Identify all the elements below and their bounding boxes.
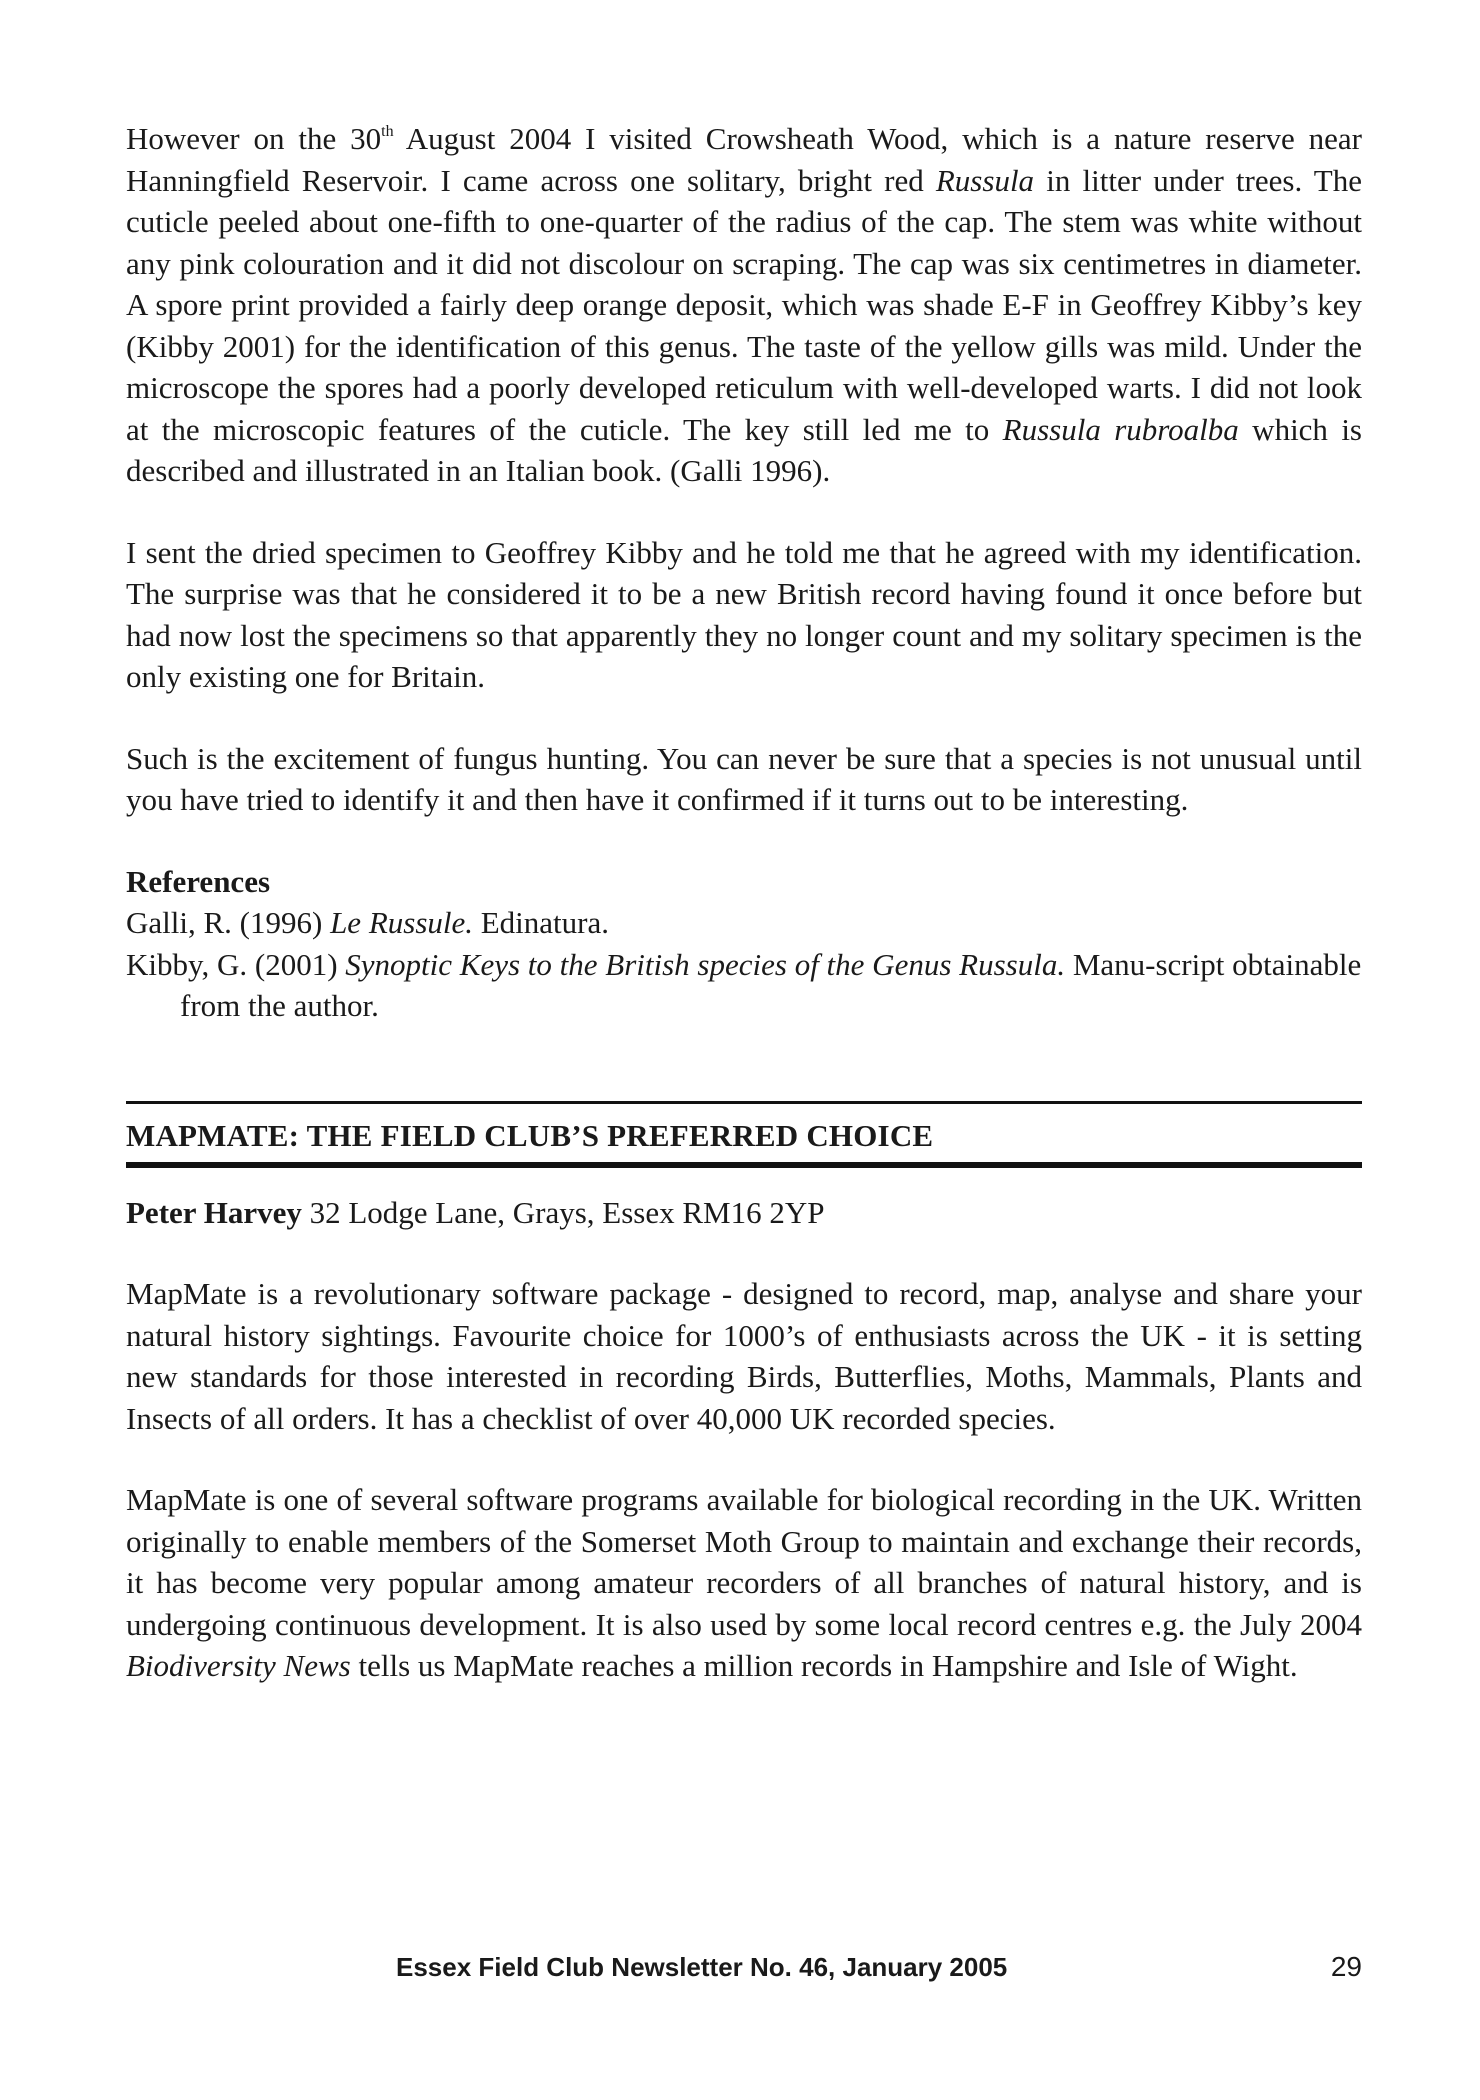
paragraph-kibby: I sent the dried specimen to Geoffrey Kibby and he told me that he agreed with my identification. The surprise was that he considered it to be a new British record having found it once before but had now lost the specimens so that apparently they no longer count and my solitary specimen is the only existing one for Britain.	[126, 534, 1362, 694]
paragraph-gap	[126, 1439, 1362, 1479]
paragraph-gap	[126, 698, 1362, 738]
paragraph-gap	[126, 1233, 1362, 1273]
paragraph-russula-find	[126, 118, 1362, 492]
text-run: Galli, R. (1996)	[126, 905, 331, 940]
reference-kibby	[126, 944, 1362, 1027]
author-address: 32 Lodge Lane, Grays, Essex RM16 2YP	[301, 1194, 825, 1230]
text-run: MapMate is one of several software programs available for biological recording in the UK. Written originally to enable members of the Somerset Moth Group to maintain and exchange their records, it has become very popular among amateur recorders of all branches of natural history, and is undergoing continuous development. It is also used by some local record centres e.g. the July 2004	[126, 1482, 1362, 1642]
text-run: However on the 30	[126, 121, 382, 156]
paragraph-mapmate-history	[126, 1479, 1362, 1687]
species-name: Russula rubroalba	[1002, 411, 1239, 447]
author-name: Peter Harvey	[126, 1194, 302, 1230]
author-line	[126, 1192, 1362, 1234]
text-run: Manu-script obtainable from the author.	[180, 946, 1362, 1023]
paragraph-gap	[126, 492, 1362, 532]
text-run: Kibby, G. (2001)	[126, 946, 346, 982]
section-heading: MAPMATE: THE FIELD CLUB’S PREFERRED CHOICE	[126, 1117, 934, 1153]
text-run: August 2004 I visited Crowsheath Wood, which is a nature reserve near Hanningfield Reservoir. I came across one solitary, bright red	[126, 121, 1362, 198]
paragraph-excitement: Such is the excitement of fungus hunting. You can never be sure that a species is not unusual until you have tried to identify it and then have it confirmed if it turns out to be interesting.	[126, 740, 1362, 817]
section-heading-bar	[126, 1101, 1362, 1168]
references-heading: References	[126, 863, 271, 899]
book-title: Synoptic Keys to the British species of the Genus Russula.	[345, 946, 1066, 982]
page-number: 29	[1330, 1951, 1362, 1982]
text-run: Edinatura.	[473, 905, 610, 940]
species-name: Russula	[935, 162, 1035, 198]
text-run: which is described and illustrated in an Italian book. (Galli 1996).	[126, 411, 1362, 488]
superscript: th	[381, 122, 394, 140]
text-run: in litter under trees. The cuticle peeled about one-fifth to one-quarter of the radius of the cap. The stem was white without any pink colouration and it did not discolour on scraping. The cap was six centimetres in diameter. A spore print provided a fairly deep orange deposit, which was shade E-F in Geoffrey Kibby’s key (Kibby 2001) for the identification of this genus. The taste of the yellow gills was mild. Under the microscope the spores had a poorly developed reticulum with well-developed warts. I did not look at the microscopic features of the cuticle. The key still led me to	[126, 162, 1362, 447]
paragraph-mapmate-intro: MapMate is a revolutionary software package - designed to record, map, analyse and share your natural history sightings. Favourite choice for 1000’s of enthusiasts across the UK - it is setting new standards for those interested in recording Birds, Butterflies, Moths, Mammals, Plants and Insects of all orders. It has a checklist of over 40,000 UK recorded species.	[126, 1276, 1362, 1436]
publication-title: Biodiversity News	[126, 1648, 351, 1683]
book-title: Le Russule.	[330, 905, 473, 940]
text-run: tells us MapMate reaches a million records in Hampshire and Isle of Wight.	[350, 1648, 1298, 1683]
page-footer	[126, 1950, 1362, 1990]
reference-galli	[126, 902, 1362, 944]
newsletter-title: Essex Field Club Newsletter No. 46, January 2005	[396, 1952, 1008, 1982]
article-body	[126, 118, 1362, 1687]
